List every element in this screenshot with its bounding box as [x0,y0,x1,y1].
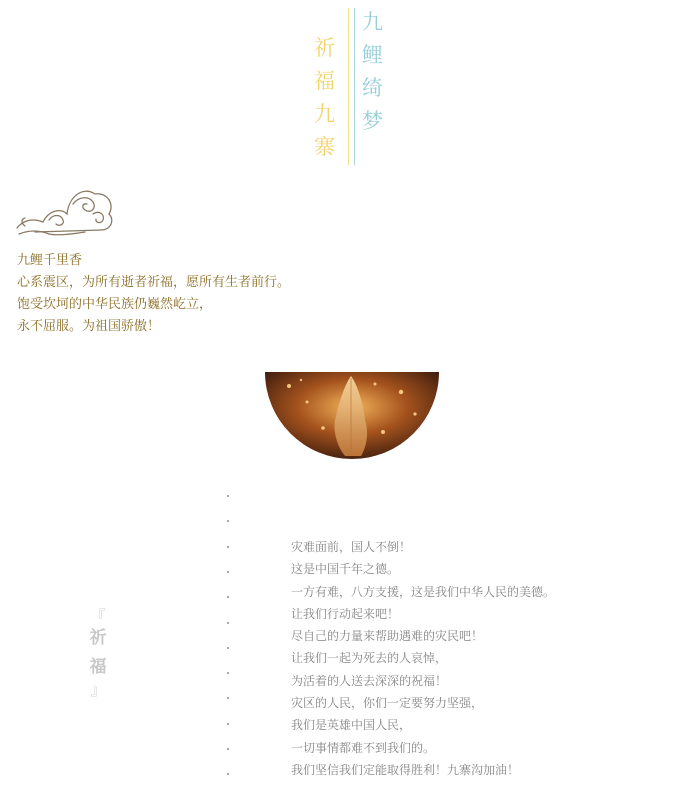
side-title-char: 福 [89,657,107,677]
side-title-char: 祈 [89,628,107,648]
divider-line [354,8,355,165]
divider-dot [227,622,229,624]
title-char: 鲤 [362,43,383,67]
poem-line: 尽自己的力量来帮助遇难的灾民吧！ [291,629,484,644]
poem-line: 灾难面前，国人不倒！ [291,540,412,554]
side-title-pray [84,608,112,698]
poem-line: 灾区的人民，你们一定要努力坚强， [291,696,484,711]
divider-dot [227,495,229,497]
poem-line: 我们坚信我们定能取得胜利！九寨沟加油！ [291,762,520,777]
poem-line: 我们是英雄中国人民， [291,718,412,733]
divider-dot [227,672,229,674]
title-column-pray-jiuzhai [314,32,335,164]
poem-line: 一方有难，八方支援，这是我们中华人民的美德。 [291,584,556,599]
auspicious-cloud-icon [15,180,117,238]
divider-dot [227,596,229,598]
divider-dot [227,647,229,649]
title-char: 绮 [362,76,383,100]
poem-text [291,536,555,781]
praying-hands-icon [265,372,439,459]
title-column-jiuli-dream [362,6,383,138]
divider-line [348,8,349,165]
intro-title: 九鲤千里香 [17,253,83,268]
poem-line: 让我们一起为死去的人哀悼， [291,651,448,666]
intro-line: 永不屈服。为祖国骄傲！ [17,319,161,334]
title-char: 祈 [314,36,335,60]
poem-line: 这是中国千年之德。 [291,562,400,577]
intro-line: 心系震区，为所有逝者祈福，愿所有生者前行。 [17,275,291,290]
divider-dot [227,571,229,573]
title-char: 梦 [362,109,383,133]
poem-line: 一切事情都难不到我们的。 [291,740,436,755]
intro-text [17,250,290,338]
title-char: 福 [314,69,335,93]
divider-dot [227,546,229,548]
title-char: 九 [362,10,383,34]
divider-dot [227,773,229,775]
title-char: 九 [314,102,335,126]
intro-line: 饱受坎坷的中华民族仍巍然屹立， [17,297,213,312]
poem-line: 为活着的人送去深深的祝福！ [291,673,448,688]
divider-dot [227,697,229,699]
divider-dot [227,748,229,750]
bracket-close: 』 [90,681,106,699]
divider-dot [227,520,229,522]
bracket-open: 『 [90,607,106,625]
poem-line: 让我们行动起来吧！ [291,606,400,621]
title-char: 寨 [314,135,335,159]
divider-dot [227,723,229,725]
